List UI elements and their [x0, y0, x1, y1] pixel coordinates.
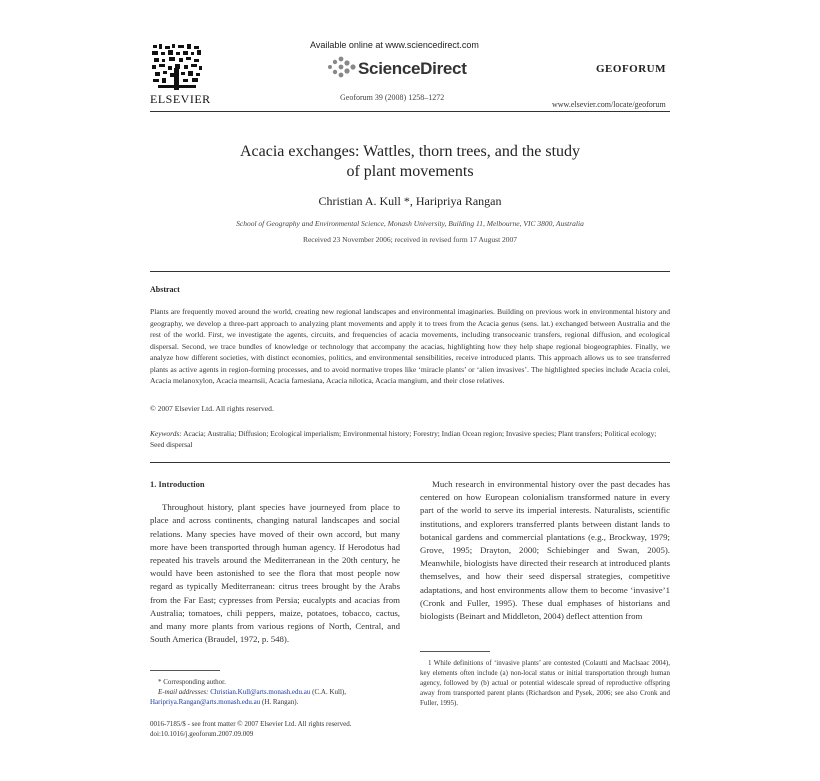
corresponding-footnote — [150, 677, 400, 707]
doi-line[interactable]: doi:10.1016/j.geoforum.2007.09.009 — [150, 730, 254, 738]
body-column-right — [420, 478, 670, 623]
bottom-info — [150, 719, 351, 739]
email-name-rangan: (H. Rangan). — [262, 698, 299, 706]
issn-line: 0016-7185/$ - see front matter © 2007 Elsevier Ltd. All rights reserved. — [150, 720, 352, 728]
available-online-text: Available online at www.sciencedirect.com — [310, 40, 479, 50]
abstract-heading: Abstract — [150, 285, 180, 294]
keywords-label: Keywords: — [150, 429, 182, 438]
intro-paragraph-2: Much research in environmental history over the past decades has centered on how European colonialism transformed nature in every part of the world to serve its imperial interests. Naturalists, scientific institutions, and explorers transferred plants between distant lands to botanical gardens and commercial plantations (e.g., Brockway, 1979; Grove, 1995; Drayton, 2000; Schiebinger and Swan, 2005). Meanwhile, biologists have directed their research at introduced plants themselves, and how their seed dispersal strategies, competitive adaptations, and host environments allow them to become ‘invasive’1 (Cronk and Fuller, 1995). These dual emphases of historians and biologists (Beinart and Middleton, 2004) deflect attention from — [420, 479, 670, 622]
publisher-name: ELSEVIER — [150, 92, 211, 106]
header-rule — [150, 111, 670, 112]
keywords — [150, 428, 670, 450]
email-name-kull: (C.A. Kull), — [312, 688, 346, 696]
sciencedirect-dots-icon — [326, 56, 356, 78]
abstract-top-rule — [150, 271, 670, 272]
email-link-kull[interactable]: Christian.Kull@arts.monash.edu.au — [210, 688, 311, 696]
body-column-left — [150, 478, 400, 646]
email-link-rangan[interactable]: Haripriya.Rangan@arts.monash.edu.au — [150, 698, 261, 706]
abstract-text: Plants are frequently moved around the world, creating new regional landscapes and environmental imaginaries. Building on previous work in environmental history and geography, we develop a three-part approach to analyzing plant movements and apply it to trees from the Acacia genus (sens. lat.) exchanged between Australia and the rest of the world. First, we investigate the agents, circuits, and frequencies of acacia movements, including transoceanic transfers, regional diffusion, and ecological dispersal. Second, we trace bundles of knowledge or technology that accompany the acacias, highlighting how they help shape regional biogeographies. Finally, we analyze how different societies, with distinct economies, politics, and environmental sensibilities, receive introduced plants. This approach allows us to see transferred plants as active agents in region-forming processes, and to avoid normative tropes like ‘miracle plants’ or ‘alien invasives’. The highlighted species include Acacia colei, Acacia melanoxylon, Acacia mearnsii, Acacia farnesiana, Acacia nilotica, Acacia mangium, and their close relatives. — [150, 307, 670, 385]
received-dates: Received 23 November 2006; received in revised form 17 August 2007 — [302, 235, 518, 244]
footnote-rule-left — [150, 670, 220, 671]
journal-url[interactable]: www.elsevier.com/locate/geoforum — [552, 100, 666, 109]
email-line-1 — [150, 687, 400, 697]
journal-logo: GEOFORUM — [596, 63, 666, 75]
email-line-2 — [150, 697, 400, 707]
article-title — [150, 142, 670, 182]
title-line-1: Acacia exchanges: Wattles, thorn trees, and the study — [239, 143, 581, 160]
intro-paragraph-1: Throughout history, plant species have journeyed from place to place and across continents, changing natural landscapes and social relations. Many species have moved of their own accord, but many more have been transported through human agency. If Herodotus had repeated his travels around the Mediterranean in the 20th century, he would have been astonished to see the flora that most people now regard as typically Mediterranean: citrus trees brought by the Arabs from the Far East; cypresses from Persia; eucalypts and acacias from Australia; tomatoes, chili peppers, maize, potatoes, tobacco, cactus, and many more plants from various regions of North, Central, and South America (Braudel, 1972, p. 548). — [150, 502, 400, 645]
abstract-copyright: © 2007 Elsevier Ltd. All rights reserved. — [150, 404, 274, 413]
abstract-body — [150, 306, 670, 387]
sciencedirect-logo[interactable]: ScienceDirect — [358, 59, 467, 78]
section-heading-introduction: 1. Introduction — [150, 479, 205, 489]
footnote-1: 1 While definitions of ‘invasive plants’ are contested (Colautti and MacIsaac 2004), key elements often include (a) non-local status or initial transportation through human agency, followed by (b) actual or potential widescale spread of reproductive offspring away from transported parent plants (Richardson and Pysek, 2006; see also Cronk and Fuller, 1995). — [420, 659, 670, 707]
authors: Christian A. Kull *, Haripriya Rangan — [318, 194, 502, 208]
body-top-rule — [150, 462, 670, 463]
corresponding-author: * Corresponding author. — [158, 678, 226, 686]
footnote-rule-right — [420, 651, 490, 652]
keywords-text: Acacia; Australia; Diffusion; Ecological imperialism; Environmental history; Forestry; Indian Ocean region; Invasive species; Plant transfers; Political ecology; Seed dispersal — [150, 429, 657, 449]
affiliation: School of Geography and Environmental Science, Monash University, Building 11, Melbourne, VIC 3800, Australia — [236, 219, 584, 228]
email-label: E-mail addresses: — [158, 688, 209, 696]
elsevier-tree-logo — [150, 42, 204, 98]
title-line-2: of plant movements — [346, 163, 474, 180]
journal-reference: Geoforum 39 (2008) 1258–1272 — [340, 93, 445, 102]
